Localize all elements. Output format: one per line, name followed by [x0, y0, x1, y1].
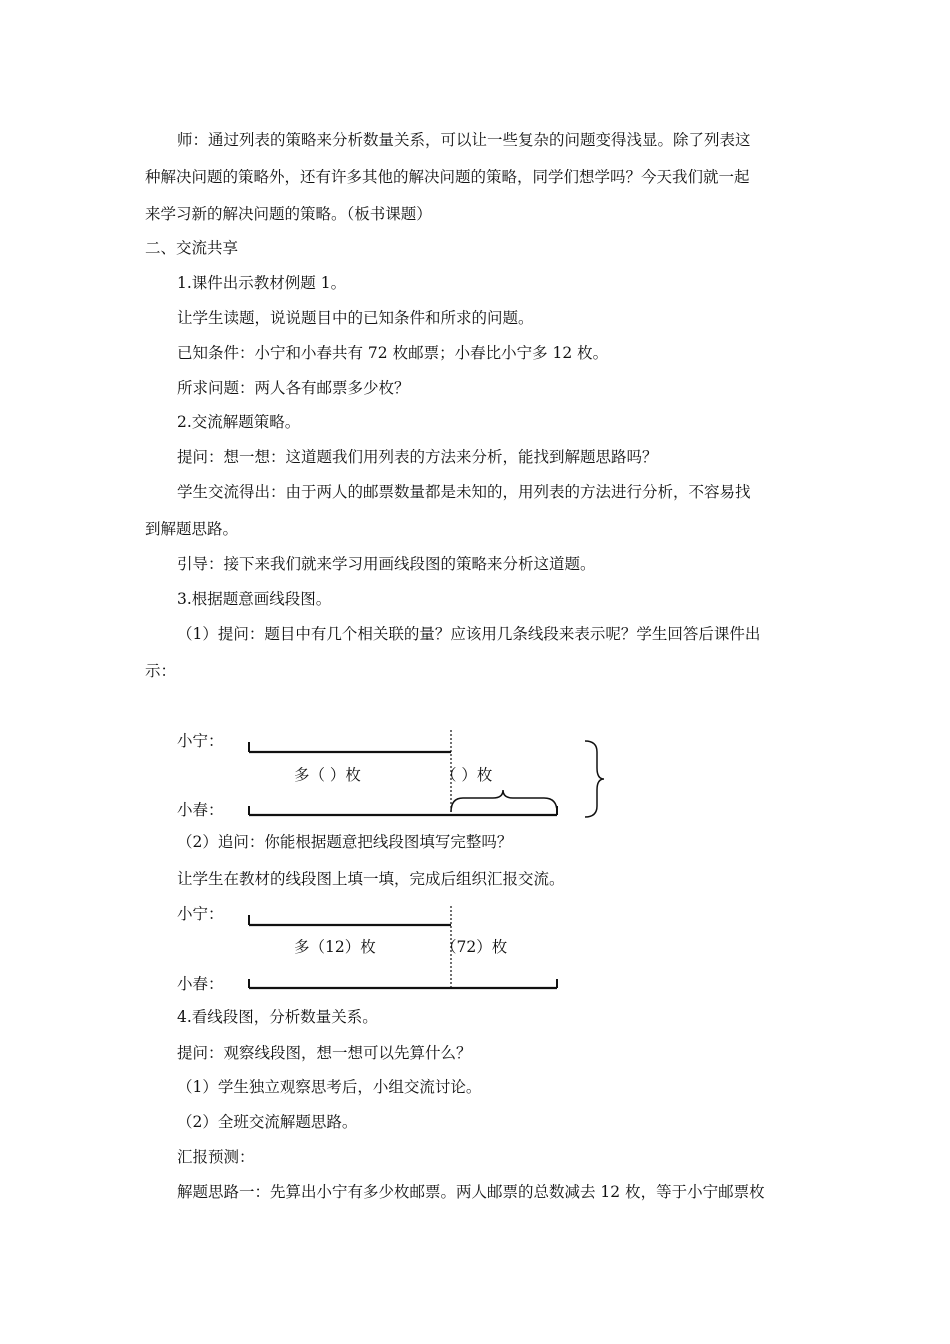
paragraph-line: 汇报预测： — [177, 1148, 255, 1166]
total-brace — [585, 741, 604, 817]
paragraph-line: （2）追问：你能根据题意把线段图填写完整吗？ — [177, 833, 513, 851]
total-label: （ ）枚 — [441, 766, 493, 784]
paragraph-line: 引导：接下来我们就来学习用画线段图的策略来分析这道题。 — [177, 555, 596, 573]
paragraph-line: 让学生在教材的线段图上填一填，完成后组织汇报交流。 — [177, 870, 565, 888]
label-xiaochun: 小春： — [177, 975, 224, 993]
paragraph-line: 让学生读题，说说题目中的已知条件和所求的问题。 — [177, 309, 534, 327]
paragraph-line: （1）学生独立观察思考后，小组交流讨论。 — [177, 1078, 482, 1096]
paragraph-line: 学生交流得出：由于两人的邮票数量都是未知的，用列表的方法进行分析，不容易找 — [177, 483, 751, 501]
paragraph-line: 解题思路一：先算出小宁有多少枚邮票。两人邮票的总数减去 12 枚，等于小宁邮票枚 — [177, 1183, 765, 1201]
segment-diagram-blank — [177, 730, 604, 819]
paragraph-line: 提问：观察线段图，想一想可以先算什么？ — [177, 1044, 472, 1062]
total-label: （72）枚 — [441, 938, 508, 956]
paragraph-line: 已知条件：小宁和小春共有 72 枚邮票；小春比小宁多 12 枚。 — [177, 344, 609, 362]
paragraph-line: 示： — [145, 662, 177, 680]
paragraph-line: （2）全班交流解题思路。 — [177, 1113, 358, 1131]
paragraph-line: 师：通过列表的策略来分析数量关系，可以让一些复杂的问题变得浅显。除了列表这 — [177, 131, 751, 149]
more-label: 多（ ）枚 — [294, 766, 361, 784]
more-label: 多（12）枚 — [294, 938, 376, 956]
difference-brace — [451, 790, 557, 812]
label-xiaoning: 小宁： — [177, 732, 224, 750]
label-xiaochun: 小春： — [177, 801, 224, 819]
step-heading: 3.根据题意画线段图。 — [177, 590, 332, 608]
step-heading: 2.交流解题策略。 — [177, 413, 301, 431]
paragraph-line: （1）提问：题目中有几个相关联的量？应该用几条线段来表示呢？学生回答后课件出 — [177, 625, 761, 643]
paragraph-line: 种解决问题的策略外，还有许多其他的解决问题的策略，同学们想学吗？今天我们就一起 — [145, 168, 750, 186]
paragraph-line: 到解题思路。 — [145, 520, 239, 538]
segment-diagram-filled — [177, 905, 557, 993]
paragraph-line: 来学习新的解决问题的策略。（板书课题） — [145, 205, 432, 223]
label-xiaoning: 小宁： — [177, 905, 224, 923]
section-heading: 二、交流共享 — [145, 239, 239, 257]
step-heading: 4.看线段图，分析数量关系。 — [177, 1008, 378, 1026]
paragraph-line: 所求问题：两人各有邮票多少枚？ — [177, 379, 410, 397]
step-heading: 1.课件出示教材例题 1。 — [177, 274, 347, 292]
paragraph-line: 提问：想一想：这道题我们用列表的方法来分析，能找到解题思路吗？ — [177, 448, 658, 466]
